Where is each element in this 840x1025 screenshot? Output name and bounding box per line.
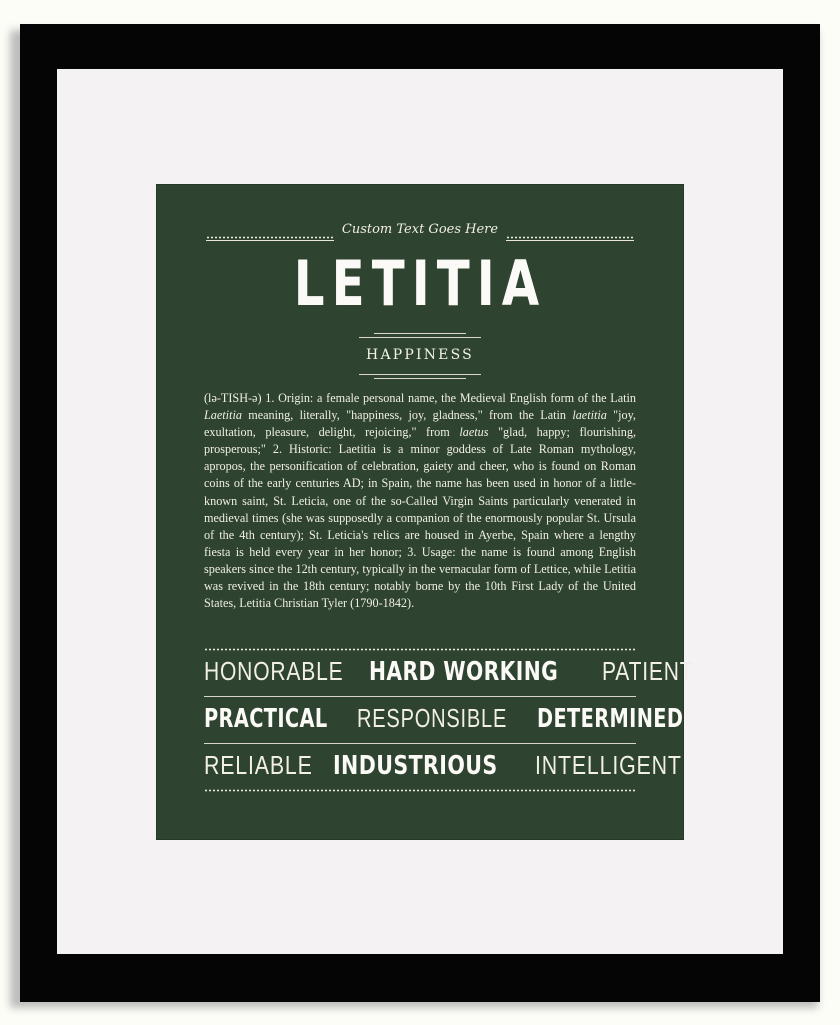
trait-divider-1 (204, 696, 636, 697)
traits-row-3 (204, 750, 682, 784)
trait: PRACTICAL (204, 704, 328, 734)
header-row (206, 220, 634, 244)
trait: INTELLIGENT (534, 750, 682, 780)
rule-upper-long (359, 337, 481, 338)
trait: PATIENT (602, 656, 694, 686)
custom-text: Custom Text Goes Here (341, 222, 499, 237)
definition-latin-term: laetus (459, 425, 489, 440)
dotted-rule-right (506, 236, 634, 241)
name-title: LETITIA (293, 247, 547, 320)
traits-row-2 (204, 703, 684, 737)
trait: RELIABLE (204, 750, 313, 780)
pronunciation: (lə-TISH-ə) (204, 391, 262, 405)
rule-lower-short (374, 378, 466, 379)
trait: DETERMINED (536, 704, 684, 734)
rule-lower-long (359, 374, 481, 375)
definition-text: "joy, exultation, pleasure, delight, rejoicing," from (204, 408, 636, 440)
definition-latin-term: Laetitia (204, 408, 242, 423)
trait: RESPONSIBLE (357, 703, 508, 733)
trait: HONORABLE (204, 656, 344, 686)
traits-row-1 (204, 656, 694, 690)
definition-text: "glad, happy; flourishing, prosperous;" 2. Historic: Laetitia is a minor goddess of Late Roman mythology, apropos, the personification of celebration, gaiety and cheer, who is found on Roman coins of the early centuries AD; in Spain, the name has been used in honor of a little-known saint, St. Leticia, one of the so-Called Virgin Saints particularly venerated in medieval times (she was supposedly a companion of the enormously popular St. Ursula of the 4th century); St. Leticia's relics are housed in Ayerbe, Spain where a lengthy fiesta is held every year in her honor; 3. Usage: the name is found among English speakers since the 12th century, typically in the vernacular form of Lettice, while Letitia was revived in the 18th century; notably borne by the 10th First Lady of the United States, Letitia Christian Tyler (1790-1842). (204, 425, 636, 611)
dotted-separator-bottom (204, 789, 636, 792)
definition-latin-term: laetitia (572, 408, 607, 423)
definition-text: meaning, literally, "happiness, joy, gladness," from the Latin (241, 408, 573, 423)
dotted-separator-top (204, 648, 636, 651)
name-definition (204, 390, 636, 612)
trait: INDUSTRIOUS (332, 751, 498, 781)
definition-text: 1. Origin: a female personal name, the Medieval English form of the Latin (265, 391, 637, 405)
trait-divider-2 (204, 743, 636, 744)
name-print (156, 184, 694, 840)
name-meaning: HAPPINESS (366, 347, 474, 363)
rule-upper-short (374, 333, 466, 334)
trait: HARD WORKING (369, 657, 559, 687)
